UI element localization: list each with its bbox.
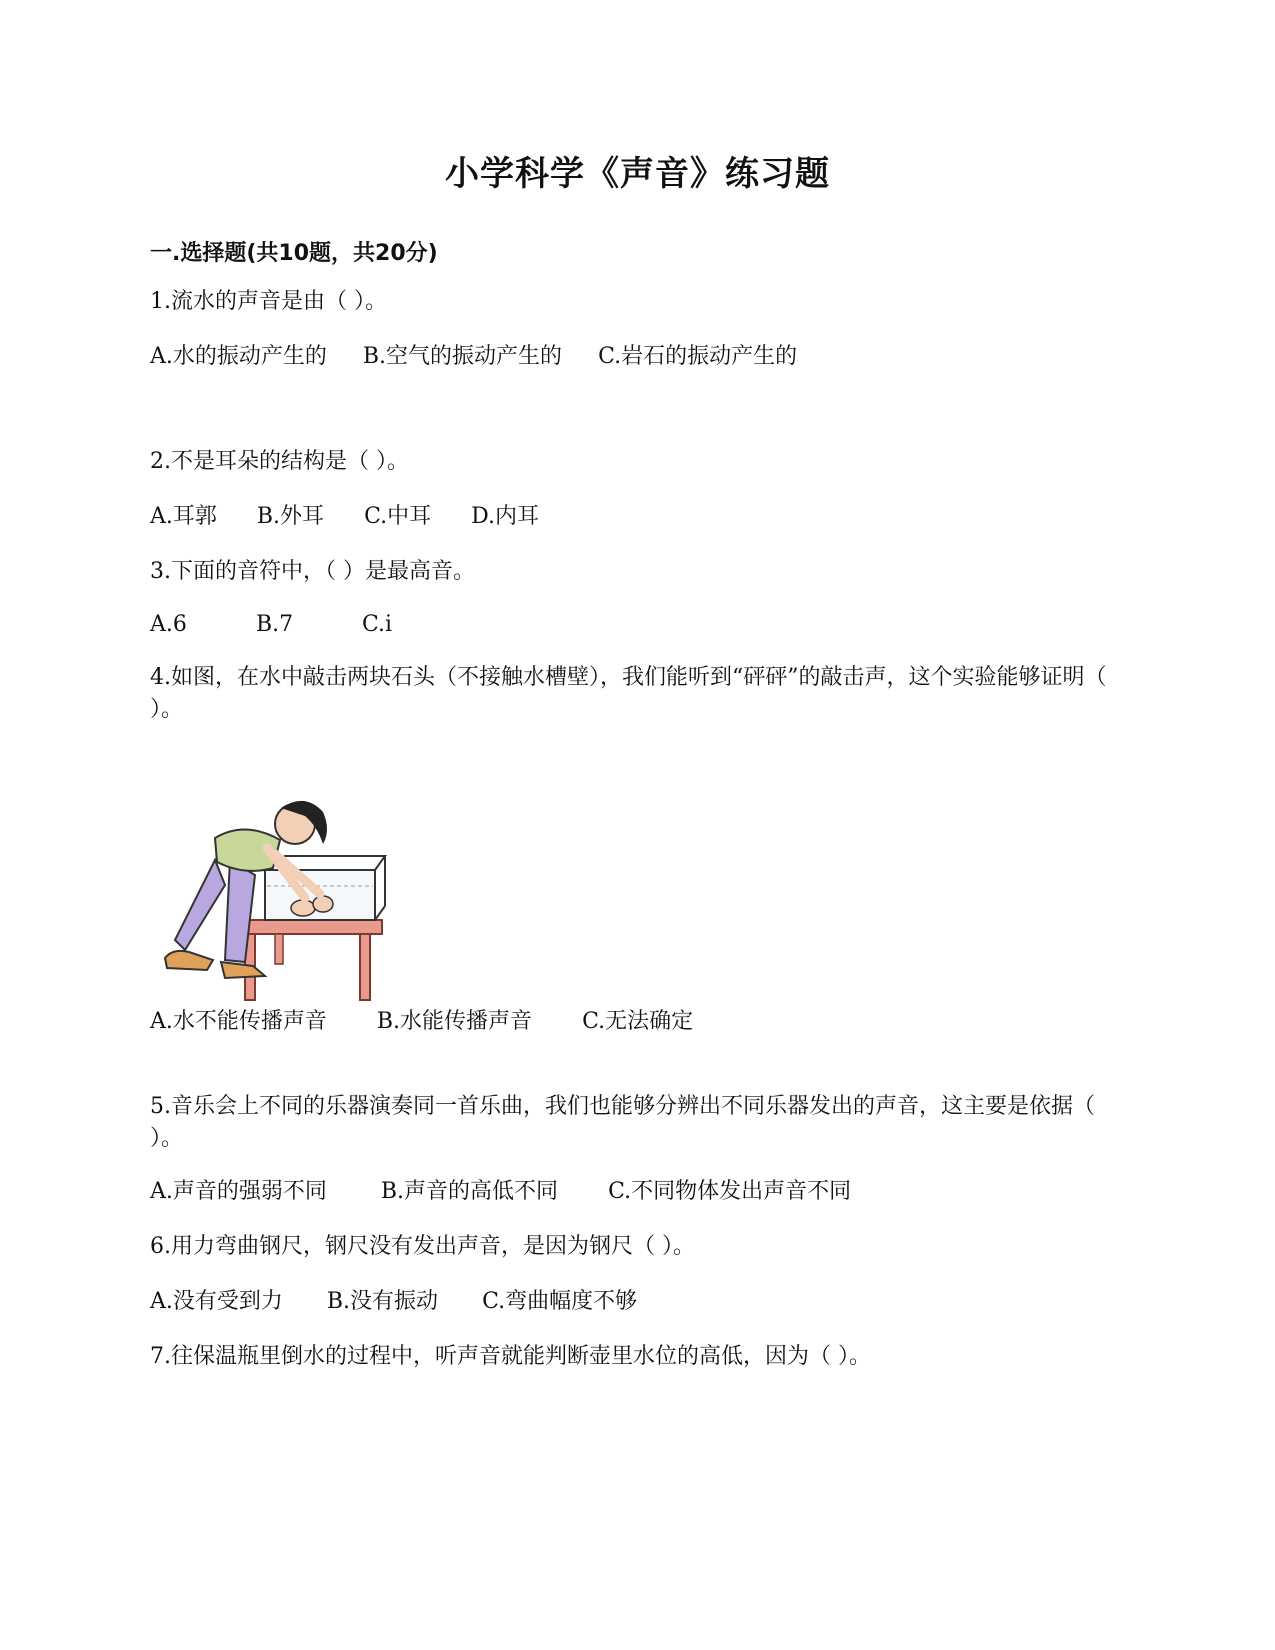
trousers [175, 860, 225, 950]
question-5-option-b: B.声音的高低不同 [380, 1179, 559, 1204]
table-leg [275, 934, 283, 964]
question-6-option-c: C.弯曲幅度不够 [482, 1289, 638, 1314]
question-2-option-b: B.外耳 [256, 504, 325, 529]
question-4-option-c: C.无法确定 [582, 1009, 694, 1034]
question-5-option-c: C.不同物体发出声音不同 [608, 1179, 852, 1204]
question-3-option-b: B.7 [256, 612, 294, 637]
stone [313, 896, 333, 912]
stone [291, 900, 315, 916]
table-leg [360, 934, 370, 1000]
question-1-option-a: A.水的振动产生的 [150, 344, 327, 369]
question-4-option-a: A.水不能传播声音 [150, 1009, 327, 1034]
question-2-options [150, 501, 539, 533]
shoe [221, 962, 265, 978]
question-6-option-a: A.没有受到力 [150, 1289, 283, 1314]
shoe [165, 951, 213, 970]
page-title: 小学科学《声音》练习题 [445, 154, 830, 194]
question-2-option-c: C.中耳 [364, 504, 432, 529]
question-5-option-a: A.声音的强弱不同 [150, 1179, 327, 1204]
question-7-stem: 7.往保温瓶里倒水的过程中，听声音就能判断壶里水位的高低，因为（ ）。 [150, 1344, 871, 1369]
question-2-stem: 2.不是耳朵的结构是（ ）。 [150, 449, 409, 474]
question-4-option-b: B.水能传播声音 [376, 1009, 533, 1034]
question-3-option-c: C.i [362, 612, 393, 637]
section-heading: 一.选择题(共10题，共20分) [150, 241, 438, 266]
question-2-option-a: A.耳郭 [150, 504, 217, 529]
question-5-stem: 5.音乐会上不同的乐器演奏同一首乐曲，我们也能够分辨出不同乐器发出的声音，这主要是依据（ ）。 [150, 1094, 1095, 1151]
question-6-stem: 6.用力弯曲钢尺，钢尺没有发出声音，是因为钢尺（ ）。 [150, 1234, 695, 1259]
question-1-options [150, 341, 797, 373]
question-6-options [150, 1286, 637, 1318]
question-4-stem: 4.如图，在水中敲击两块石头（不接触水槽壁），我们能听到“砰砰”的敲击声，这个实验能够证明（ ）。 [150, 665, 1107, 722]
question-3-option-a: A.6 [150, 612, 187, 637]
table-top [237, 920, 382, 934]
question-6-option-b: B.没有振动 [326, 1289, 439, 1314]
question-1-stem: 1.流水的声音是由（ ）。 [150, 289, 387, 314]
question-5-options [150, 1176, 851, 1208]
question-1-option-c: C.岩石的振动产生的 [598, 344, 798, 369]
experiment-illustration [155, 790, 395, 1010]
question-4-options [150, 1006, 693, 1038]
question-3-options [150, 609, 392, 641]
question-2-option-d: D.内耳 [471, 504, 539, 529]
question-1-option-b: B.空气的振动产生的 [362, 344, 563, 369]
question-3-stem: 3.下面的音符中，（ ）是最高音。 [150, 559, 475, 584]
